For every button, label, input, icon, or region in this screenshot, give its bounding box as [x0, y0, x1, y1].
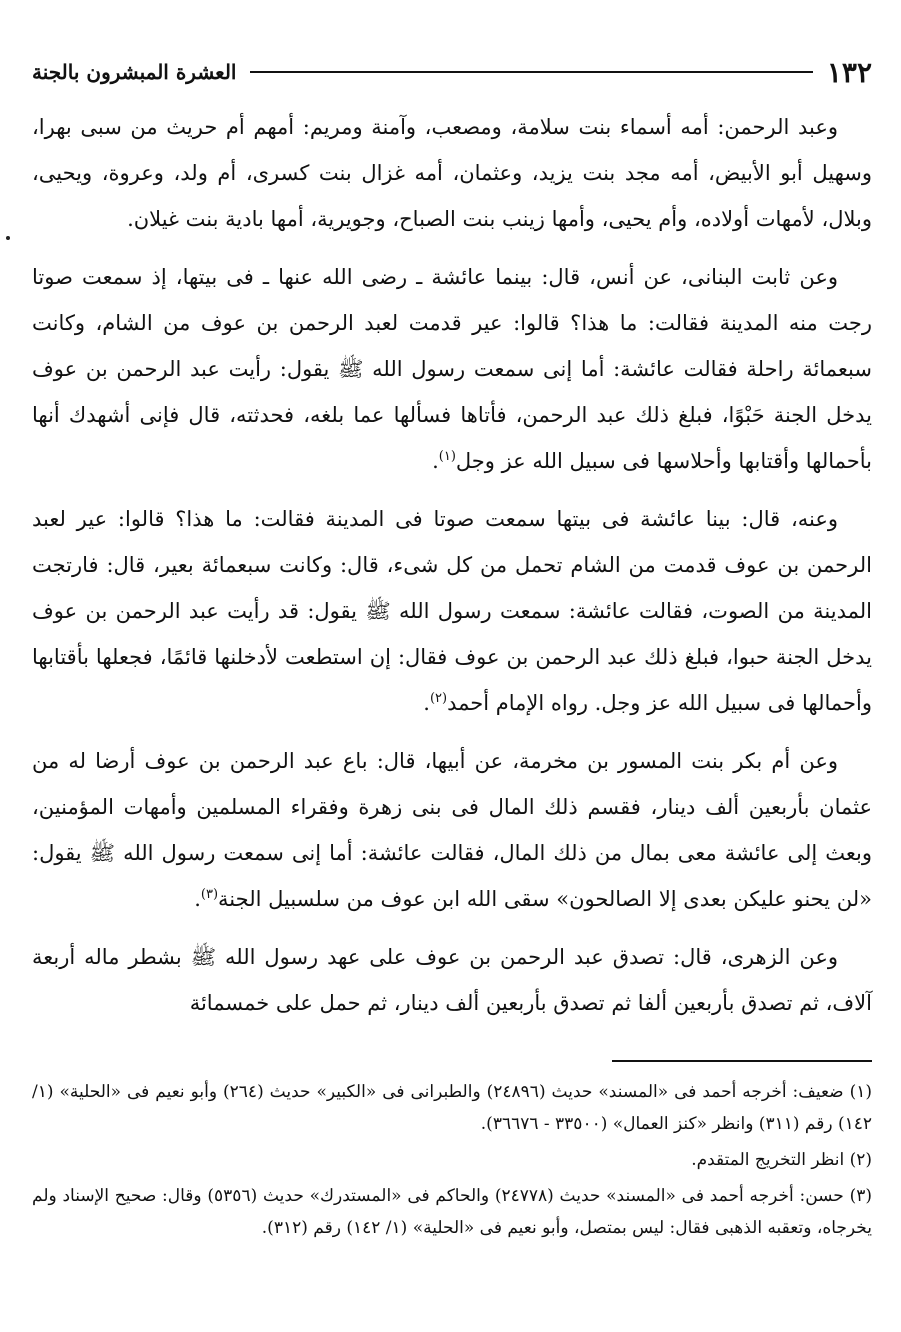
footnote-1: (١) ضعيف: أخرجه أحمد فى «المسند» حديث (٢٤٨٩٦) والطبرانى فى «الكبير» حديث (٢٦٤) وأبو نعيم فى «الحلية» (١/ ١٤٢) رقم (٣١١) وانظر «كنز العمال» (٣٣٥٠٠ - ٣٦٦٧٦). [32, 1082, 872, 1134]
footnotes [32, 1076, 872, 1244]
margin-speck [6, 236, 10, 240]
header-rule [250, 71, 812, 73]
paragraph-5 [32, 934, 872, 1026]
main-text [32, 104, 872, 1026]
paragraph-1 [32, 104, 872, 242]
paragraph-2-text: وعن ثابت البنانى، عن أنس، قال: بينما عائشة ـ رضى الله عنها ـ فى بيتها، إذ سمعت صوتا رجت منه المدينة فقالت: ما هذا؟ قالوا: عير قدمت لعبد الرحمن بن عوف من الشام، وكانت سبعمائة راحلة فقالت عائشة: أما إنى سمعت رسول الله ﷺ يقول: رأيت عبد الرحمن بن عوف يدخل الجنة حَبْوًا، فبلغ ذلك عبد الرحمن، فأتاها فسألها عما بلغه، فحدثته، قال فإنى أشهدك أنها بأحمالها وأقتابها وأحلاسها فى سبيل الله عز وجل [32, 265, 872, 473]
paragraph-4-text: وعن أم بكر بنت المسور بن مخرمة، عن أبيها، قال: باع عبد الرحمن بن عوف أرضا له من عثمان بأربعين ألف دينار، فقسم ذلك المال فى بنى زهرة وفقراء المسلمين وأمهات المؤمنين، وبعث إلى عائشة معى بمال من ذلك المال، فقالت عائشة: أما إنى سمعت رسول الله ﷺ يقول: «لن يحنو عليكن بعدى إلا الصالحون» سقى الله ابن عوف من سلسبيل الجنة [32, 749, 872, 911]
footnote-3: (٣) حسن: أخرجه أحمد فى «المسند» حديث (٢٤٧٧٨) والحاكم فى «المستدرك» حديث (٥٣٥٦) وقال: صحيح الإسناد ولم يخرجاه، وتعقبه الذهبى فقال: ليس بمتصل، وأبو نعيم فى «الحلية» (١/ ١٤٢) رقم (٣١٢). [32, 1186, 872, 1238]
page-number: ١٣٢ [826, 55, 872, 89]
footnote-2: (٢) انظر التخريج المتقدم. [691, 1150, 872, 1170]
footnote-ref-2: (٢) [429, 691, 448, 706]
footnote-rule [612, 1060, 872, 1062]
paragraph-4: وعن أم بكر بنت المسور بن مخرمة، عن أبيها، قال: باع عبد الرحمن بن عوف أرضا له من عثمان بأربعين ألف دينار، فقسم ذلك المال فى بنى زهرة وفقراء المسلمين وأمهات المؤمنين، وبعث إلى عائشة معى بمال من ذلك المال، فقالت عائشة: أما إنى سمعت رسول الله ﷺ يقول: «لن يحنو عليكن بعدى إلا الصالحون» سقى الله ابن عوف من سلسبيل الجنة$^{(٣)}$. [32, 749, 872, 911]
paragraph-2: وعن ثابت البنانى، عن أنس، قال: بينما عائشة ـ رضى الله عنها ـ فى بيتها، إذ سمعت صوتا رجت منه المدينة فقالت: ما هذا؟ قالوا: عير قدمت لعبد الرحمن بن عوف من الشام، وكانت سبعمائة راحلة فقالت عائشة: أما إنى سمعت رسول الله ﷺ يقول: رأيت عبد الرحمن بن عوف يدخل الجنة حَبْوًا، فبلغ ذلك عبد الرحمن، فأتاها فسألها عما بلغه، فحدثته، قال فإنى أشهدك أنها بأحمالها وأقتابها وأحلاسها فى سبيل الله عز وجل$^{(١)}$. [32, 265, 872, 473]
paragraph-1-text: وعبد الرحمن: أمه أسماء بنت سلامة، ومصعب، وآمنة ومريم: أمهم أم حريث من سبى بهرا، وسهيل أبو الأبيض، أمه مجد بنت يزيد، وعثمان، أمه غزال بنت كسرى، أم ولد، وعروة، ويحيى، وبلال، لأمهات أولاده، وأم يحيى، وأمها زينب بنت الصباح، وجويرية، أمها بادية بنت غيلان. [32, 115, 872, 231]
paragraph-3: وعنه، قال: بينا عائشة فى بيتها سمعت صوتا فى المدينة فقالت: ما هذا؟ قالوا: عير لعبد الرحمن بن عوف قدمت من الشام تحمل من كل شىء، قال: وكانت سبعمائة بعير، قال: فارتجت المدينة من الصوت، فقالت عائشة: سمعت رسول الله ﷺ يقول: قد رأيت عبد الرحمن بن عوف يدخل الجنة حبوا، فبلغ ذلك عبد الرحمن بن عوف فقال: إن استطعت لأدخلنها قائمًا، فجعلها بأقتابها وأحمالها فى سبيل الله عز وجل. رواه الإمام أحمد$^{(٢)}$. [32, 507, 872, 715]
footnote-ref-3: (٣) [200, 887, 219, 902]
running-title: العشرة المبشرون بالجنة [32, 60, 237, 84]
paragraph-5-text: وعن الزهرى، قال: تصدق عبد الرحمن بن عوف على عهد رسول الله ﷺ بشطر ماله أربعة آلاف، ثم تصدق بأربعين ألفا ثم تصدق بأربعين ألف دينار، ثم حمل على خمسمائة [32, 945, 872, 1015]
paragraph-3-text: وعنه، قال: بينا عائشة فى بيتها سمعت صوتا فى المدينة فقالت: ما هذا؟ قالوا: عير لعبد الرحمن بن عوف قدمت من الشام تحمل من كل شىء، قال: وكانت سبعمائة بعير، قال: فارتجت المدينة من الصوت، فقالت عائشة: سمعت رسول الله ﷺ يقول: قد رأيت عبد الرحمن بن عوف يدخل الجنة حبوا، فبلغ ذلك عبد الرحمن بن عوف فقال: إن استطعت لأدخلنها قائمًا، فجعلها بأقتابها وأحمالها فى سبيل الله عز وجل. رواه الإمام أحمد [32, 507, 872, 715]
footnote-ref-1: (١) [438, 449, 456, 464]
book-page [32, 52, 872, 1248]
page-header [32, 52, 872, 92]
